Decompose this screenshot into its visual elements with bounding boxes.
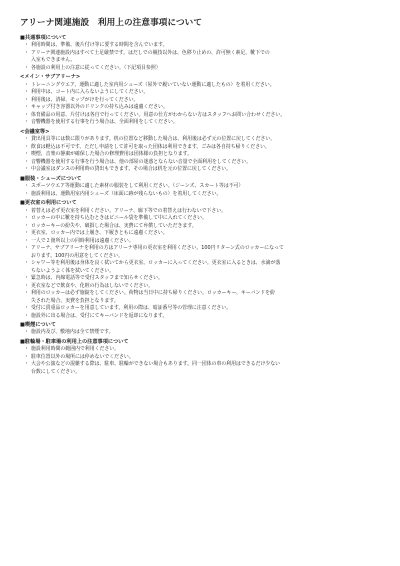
section-heading: ■喫煙について <box>20 322 56 329</box>
list-item-text: 受付に貴重品ロッカーを用意しています。利用の際は、暗証番号等の管理に注意ください。 <box>31 305 232 312</box>
list-item-continuation: 失された場合、実費を負担となります。 <box>31 297 119 304</box>
list-item-text: 音響機器を使用する行事を行う場合は、他の部屋の迷惑とならない音量で全面利用をしてください。 <box>31 158 252 165</box>
list-item <box>27 305 380 313</box>
list-item <box>27 313 380 321</box>
list-item-text: キャップ付き容器以外のドリンクの持ち込みは遠慮ください。 <box>31 104 168 111</box>
list-item <box>27 361 380 376</box>
list-item-text: 音響機器を使用する行事を行う場合は、全面利用をしてください。 <box>31 119 178 126</box>
section-heading: ■更衣室の利用について <box>20 200 77 207</box>
section-2 <box>20 129 380 174</box>
list-item <box>27 104 380 112</box>
list-item-text: 体育備品の用意、片付けは各自で行ってください。用意の仕方がわからない方はスタッフへお問い合わせください。 <box>31 111 286 118</box>
list-item <box>27 346 380 354</box>
list-item-text: 大会や公演などの混雑する際は、駐車、駐輪ができない場合もあります。同一団体の車の利用はできるだけ少ない <box>31 361 281 368</box>
list-item-text: トレーニングウエア、運動に適した室内用シューズ（屋外で履いていない運動に適したもの）を着用ください。 <box>31 81 275 88</box>
list-item-text: 施設利用は、運動用室内用シューズ（床面に跡が残らないもの）を着用してください。 <box>31 190 222 197</box>
section-list <box>20 82 380 127</box>
list-item <box>27 283 380 291</box>
section-list <box>20 346 380 376</box>
list-item <box>27 275 380 283</box>
list-item <box>27 119 380 127</box>
list-item-text: 喫煙、音楽の静粛が確保した場合の修理費用は団体様の負担となります。 <box>31 151 193 158</box>
list-item-text: 施設外に出る場合は、受付にてキーバンドを返却になります。 <box>31 312 168 319</box>
list-item-text: 一人で２箇所以上の同時利用は遠慮ください。 <box>31 237 134 244</box>
list-item-text: 利用後は、清掃、モップがけを行ってください。 <box>31 96 139 103</box>
list-item-text: 更衣室などで飲食や、化粧の行為はしないでください。 <box>31 282 154 289</box>
section-heading: <メイン・サブアリーナ> <box>20 74 81 81</box>
list-item <box>27 230 380 238</box>
section-list <box>20 329 380 337</box>
section-0 <box>20 35 380 72</box>
list-item-text: 中会議室はダンスの利用時の貸出もできます。その場合は机を元の位置に戻してください。 <box>31 166 232 173</box>
page-title: アリーナ関連施設 利用上の注意事項について <box>20 18 203 28</box>
list-item <box>27 136 380 144</box>
section-1 <box>20 74 380 126</box>
list-item <box>27 50 380 65</box>
sections-container <box>20 35 380 376</box>
list-item-text: 更衣室、ロッカー内では上履き、下履きともに遠慮ください。 <box>31 230 168 237</box>
list-item-text: スポーツウエア等運動に適した素材の服装をして利用ください。（ジーンズ、スカート等は不可） <box>31 183 244 190</box>
list-item <box>27 89 380 97</box>
section-6 <box>20 339 380 376</box>
list-item-text: アリーナ関連施設内はすべて土足厳禁です。はだしでの競技以外は、色移り止めの、許可無く素足、靴下での <box>31 49 270 56</box>
list-item-text: ロッカーキーの紛失や、破損した場合は、実費にて弁償していただきます。 <box>31 222 197 229</box>
list-item-text: 貸出用具等には数に限りがあります。机の位置など移動した場合は、利用後は必ず元の位置に戻してください。 <box>31 136 276 143</box>
list-item <box>27 166 380 174</box>
list-item <box>27 191 380 199</box>
list-item-text: 施設内及び、敷地内は全て禁煙です。 <box>31 329 114 336</box>
list-item <box>27 42 380 50</box>
list-item-continuation: おります。100円の用意をしてください。 <box>31 252 124 259</box>
section-heading: ■駐輪場・駐車場の利用上の注意事項について <box>20 338 129 345</box>
list-item-text: 利用時間は、準備、後片付け等に要する時間を含んでいます。 <box>31 42 168 49</box>
list-item <box>27 65 380 73</box>
list-item-text: 各施設の利用上の注意に従ってください。（下記項目参照） <box>31 64 161 71</box>
list-item-continuation: 台数にしてください。 <box>31 368 80 375</box>
list-item <box>27 208 380 216</box>
list-item-text: 駐車位置以外の場所には停めないでください。 <box>31 353 134 360</box>
list-item-text: 利用中は、コート内に入らないようにしてください。 <box>31 89 149 96</box>
list-item <box>27 260 380 275</box>
list-item-text: ロッカーの中に靴を持ち込むときはビニール袋を準備して中に入れてください。 <box>31 215 207 222</box>
list-item <box>27 215 380 223</box>
list-item <box>27 329 380 337</box>
section-3 <box>20 176 380 198</box>
section-list <box>20 208 380 321</box>
list-item-text: 着替えは必ず更衣室を利用ください。アリーナ、廊下等での着替えは行わないで下さい。 <box>31 207 227 214</box>
list-item-text: 緊急時は、内線電話等で受付スタッフまで知らせください。 <box>31 275 163 282</box>
list-item <box>27 183 380 191</box>
list-item-continuation: ちないようよく体を拭いてください。 <box>31 267 115 274</box>
list-item <box>27 245 380 260</box>
list-item <box>27 238 380 246</box>
section-4 <box>20 200 380 320</box>
list-item-text: 飲食は軽込は不可です。ただし申請をして許可を取った団体は利用できます。ごみは各自持ち帰りください。 <box>31 143 270 150</box>
section-list <box>20 42 380 72</box>
list-item <box>27 151 380 159</box>
section-heading: <会議室等> <box>20 128 50 135</box>
list-item <box>27 223 380 231</box>
section-heading: ■共通事項について <box>20 35 67 41</box>
list-item-text: 利用のロッカーは必ず施錠をしてください。荷物は当日中に持ち帰りください。ロッカーキー、キーバンドを紛 <box>31 290 275 297</box>
section-5 <box>20 322 380 337</box>
section-heading: ■服装・シューズについて <box>20 175 82 182</box>
list-item-text: シャワー等を利用後は身体を良く拭いてから更衣室、ロッカーに入ってください。更衣室に入るときは、水滴が落 <box>31 260 281 267</box>
list-item-continuation: 入室もできません。 <box>31 57 76 64</box>
section-list <box>20 183 380 198</box>
list-item <box>27 290 380 305</box>
list-item-text: アリーナ、サブアリーナを利用の方はアリーナ専用の更衣室を利用ください。100円リターン式のロッカーになって <box>31 245 284 252</box>
list-item-text: 施設利用時間の範囲内で利用ください。 <box>31 346 120 353</box>
section-list <box>20 136 380 174</box>
